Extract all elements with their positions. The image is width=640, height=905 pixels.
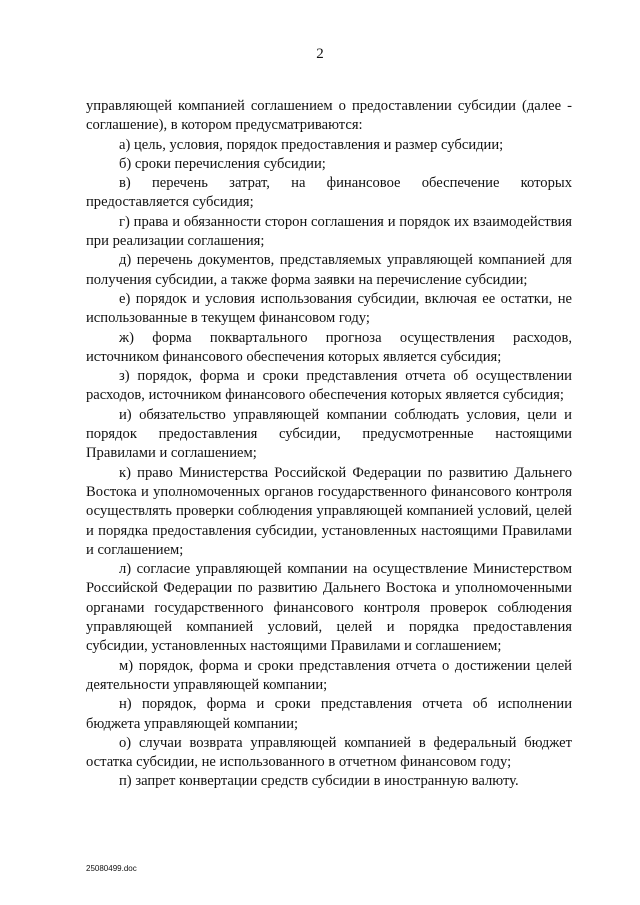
list-item-g: г) права и обязанности сторон соглашения и порядок их взаимодействия при реализации соглашения; (86, 213, 572, 250)
list-item-p: п) запрет конвертации средств субсидии в иностранную валюту. (119, 773, 519, 790)
list-item-zh: ж) форма поквартального прогноза осуществления расходов, источником финансового обеспечения которых является субсидия; (86, 329, 572, 365)
list-item-i: и) обязательство управляющей компании соблюдать условия, цели и порядок предоставления субсидии, предусмотренные настоящими Правилами и соглашением; (86, 406, 572, 462)
list-item-v: в) перечень затрат, на финансовое обеспечение которых предоставляется субсидия; (86, 175, 572, 211)
list-item-a: а) цель, условия, порядок предоставления и размер субсидии; (119, 136, 504, 153)
intro-paragraph: управляющей компанией соглашением о предоставлении субсидии (далее - соглашение), в котором предусматриваются: (86, 98, 572, 134)
list-item-l: л) согласие управляющей компании на осуществление Министерством Российской Федерации по развитию Дальнего Востока и уполномоченными органами государственного финансового контроля проверок соблюдения управляющей компанией условий, целей и порядка предоставления субсидии, установленных настоящими Правилами и соглашением; (86, 561, 572, 655)
list-item-n: н) порядок, форма и сроки представления отчета об исполнении бюджета управляющей компании; (86, 696, 572, 732)
list-item-m: м) порядок, форма и сроки представления отчета о достижении целей деятельности управляющей компании; (86, 657, 572, 693)
list-item-d: д) перечень документов, представляемых управляющей компанией для получения субсидии, а также форма заявки на перечисление субсидии; (86, 252, 572, 288)
list-item-k: к) право Министерства Российской Федерации по развитию Дальнего Востока и уполномоченных органов государственного финансового контроля осуществлять проверки соблюдения управляющей компанией условий, целей и порядка предоставления субсидии, установленных настоящими Правилами и соглашением; (86, 464, 572, 558)
list-item-z: з) порядок, форма и сроки представления отчета об осуществлении расходов, источником финансового обеспечения которых является субсидия; (86, 368, 572, 404)
page-number: 2 (316, 46, 324, 62)
file-name-footer: 25080499.doc (86, 864, 137, 873)
document-body (86, 97, 572, 792)
list-item-b: б) сроки перечисления субсидии; (119, 155, 326, 172)
list-item-o: о) случаи возврата управляющей компанией в федеральный бюджет остатка субсидии, не использованного в отчетном финансовом году; (86, 734, 572, 771)
list-item-e: е) порядок и условия использования субсидии, включая ее остатки, не использованные в текущем финансовом году; (86, 290, 572, 327)
